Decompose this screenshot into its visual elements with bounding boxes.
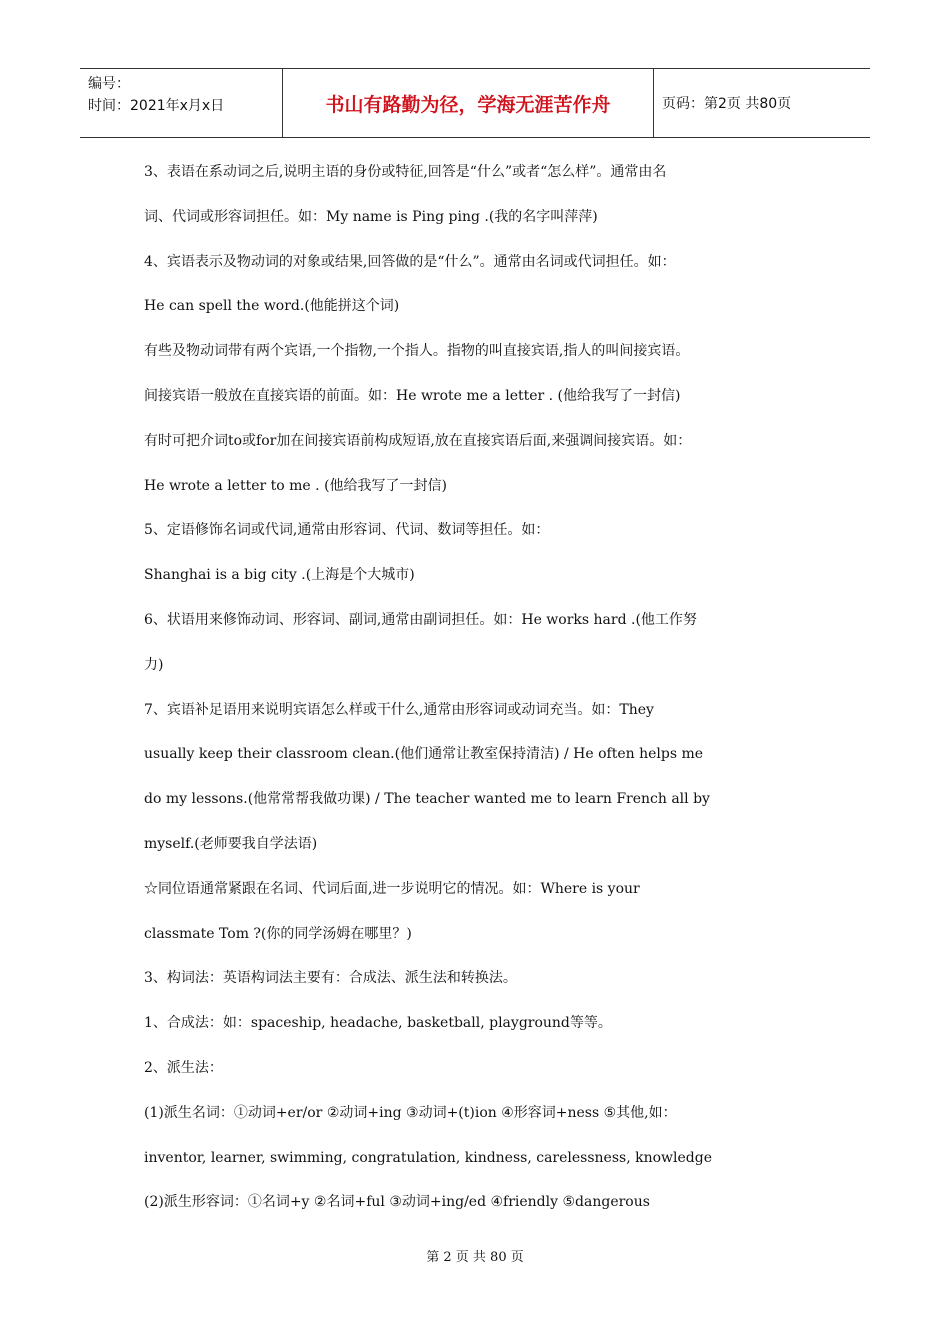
time-label: 时间：2021年x月x日 bbox=[88, 98, 225, 114]
text-line: (2)派生形容词：①名词+y ②名词+ful ③动词+ing/ed ④friendly ⑤dangerous bbox=[144, 1194, 650, 1211]
text-line: 间接宾语一般放在直接宾语的前面。如：He wrote me a letter . (他给我写了一封信) bbox=[144, 387, 681, 404]
text-line: 2、派生法： bbox=[144, 1059, 223, 1076]
text-line: 4、宾语表示及物动词的对象或结果,回答做的是“什么”。通常由名词或代词担任。如： bbox=[144, 253, 676, 270]
text-line: 3、表语在系动词之后,说明主语的身份或特征,回答是“什么”或者“怎么样”。通常由名 bbox=[144, 164, 667, 180]
text-line: do my lessons.(他常常帮我做功课) / The teacher wanted me to learn French all by bbox=[144, 791, 710, 808]
text-line: usually keep their classroom clean.(他们通常让教室保持清洁) / He often helps me bbox=[144, 746, 704, 763]
header-page-info: 页码：第2页 共80页 bbox=[662, 96, 792, 112]
number-label: 编号： bbox=[88, 76, 130, 92]
text-line: 词、代词或形容词担任。如：My name is Ping ping .(我的名字叫萍萍) bbox=[144, 208, 598, 225]
text-line: He wrote a letter to me . (他给我写了一封信) bbox=[144, 477, 447, 494]
text-line: ☆同位语通常紧跟在名词、代词后面,进一步说明它的情况。如：Where is your bbox=[144, 880, 640, 897]
text-line: 5、定语修饰名词或代词,通常由形容词、代词、数词等担任。如： bbox=[144, 522, 550, 539]
text-line: Shanghai is a big city .(上海是个大城市) bbox=[144, 567, 415, 584]
text-line: (1)派生名词：①动词+er/or ②动词+ing ③动词+(t)ion ④形容词+ness ⑤其他,如： bbox=[144, 1104, 677, 1121]
text-line: 力) bbox=[144, 656, 164, 673]
header-left-cell bbox=[80, 69, 282, 137]
page-header bbox=[80, 68, 870, 138]
text-line: 3、构词法：英语构词法主要有：合成法、派生法和转换法。 bbox=[144, 970, 517, 987]
text-line: classmate Tom ?(你的同学汤姆在哪里？) bbox=[144, 925, 412, 942]
text-line: 有些及物动词带有两个宾语,一个指物,一个指人。指物的叫直接宾语,指人的叫间接宾语。 bbox=[144, 343, 690, 360]
text-line: 7、宾语补足语用来说明宾语怎么样或干什么,通常由形容词或动词充当。如：They bbox=[144, 701, 654, 718]
text-line: 有时可把介词to或for加在间接宾语前构成短语,放在直接宾语后面,来强调间接宾语。如： bbox=[144, 432, 692, 449]
header-motto: 书山有路勤为径，学海无涯苦作舟 bbox=[282, 69, 654, 137]
text-line: myself.(老师要我自学法语) bbox=[144, 835, 318, 852]
page-footer: 第 2 页 共 80 页 bbox=[426, 1250, 524, 1265]
text-line: 1、合成法：如：spaceship, headache, basketball, playground等等。 bbox=[144, 1015, 612, 1032]
text-line: inventor, learner, swimming, congratulation, kindness, carelessness, knowledge bbox=[144, 1149, 712, 1166]
text-line: 6、状语用来修饰动词、形容词、副词,通常由副词担任。如：He works hard .(他工作努 bbox=[144, 611, 697, 628]
text-line: He can spell the word.(他能拼这个词) bbox=[144, 298, 400, 315]
document-body bbox=[144, 160, 814, 1235]
